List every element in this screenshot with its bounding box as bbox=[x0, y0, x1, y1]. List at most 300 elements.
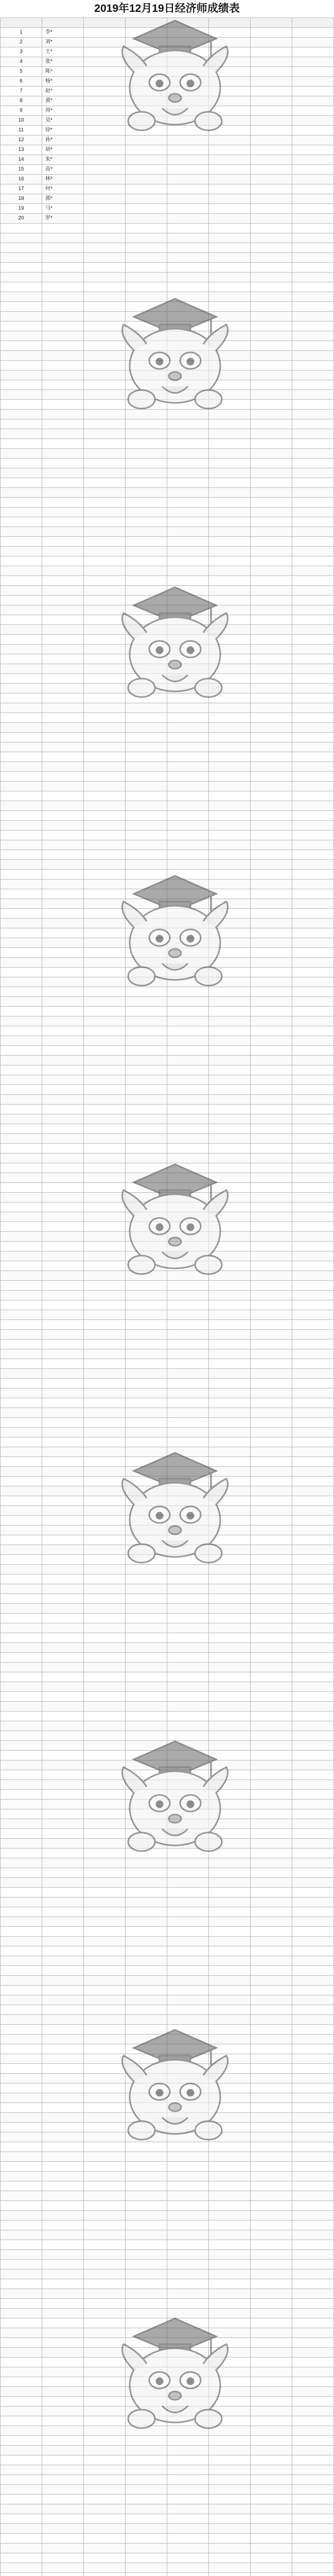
table-cell-f bbox=[292, 2240, 334, 2250]
table-cell-name bbox=[42, 1300, 84, 1310]
table-cell-d bbox=[209, 1134, 251, 1144]
table-cell-c bbox=[167, 2573, 209, 2576]
table-cell-c bbox=[167, 1457, 209, 1467]
table-cell-e bbox=[251, 2563, 292, 2573]
table-row bbox=[1, 1496, 334, 1506]
table-cell-c bbox=[167, 1447, 209, 1457]
column-header bbox=[126, 18, 167, 28]
table-cell-d bbox=[209, 2230, 251, 2240]
table-cell-f bbox=[292, 2358, 334, 2367]
table-cell-no bbox=[1, 1144, 42, 1154]
table-cell-e bbox=[251, 1222, 292, 1232]
table-cell-a bbox=[84, 654, 126, 664]
table-cell-e bbox=[251, 77, 292, 87]
table-cell-name bbox=[42, 331, 84, 341]
table-cell-a bbox=[84, 175, 126, 184]
table-cell-c bbox=[167, 1731, 209, 1741]
table-cell-f bbox=[292, 1800, 334, 1809]
table-cell-a bbox=[84, 1663, 126, 1672]
table-cell-c bbox=[167, 1134, 209, 1144]
table-cell-a bbox=[84, 1672, 126, 1682]
table-cell-b bbox=[126, 1565, 167, 1574]
table-cell-f bbox=[292, 1261, 334, 1271]
table-cell-d bbox=[209, 1193, 251, 1202]
table-cell-a bbox=[84, 2064, 126, 2074]
table-cell-d bbox=[209, 2455, 251, 2465]
table-row bbox=[1, 2172, 334, 2181]
table-cell-e bbox=[251, 527, 292, 537]
table-cell-c bbox=[167, 321, 209, 331]
table-cell-no bbox=[1, 361, 42, 370]
table-cell-d bbox=[209, 556, 251, 566]
table-cell-d bbox=[209, 772, 251, 782]
table-cell-a bbox=[84, 351, 126, 361]
table-cell-a bbox=[84, 184, 126, 194]
table-cell-a bbox=[84, 2132, 126, 2142]
table-cell-e bbox=[251, 1751, 292, 1760]
table-cell-d bbox=[209, 468, 251, 478]
table-cell-a bbox=[84, 1173, 126, 1183]
table-cell-name bbox=[42, 507, 84, 517]
table-cell-f bbox=[292, 713, 334, 723]
table-cell-b bbox=[126, 224, 167, 233]
table-row bbox=[1, 1868, 334, 1878]
table-cell-no bbox=[1, 410, 42, 419]
table-cell-d bbox=[209, 175, 251, 184]
table-cell-no bbox=[1, 2377, 42, 2387]
table-cell-d bbox=[209, 1623, 251, 1633]
table-cell-b bbox=[126, 1633, 167, 1643]
table-cell-f bbox=[292, 782, 334, 791]
table-row bbox=[1, 2309, 334, 2318]
table-row bbox=[1, 1888, 334, 1897]
table-cell-e bbox=[251, 1486, 292, 1496]
table-row bbox=[1, 1643, 334, 1653]
table-cell-d bbox=[209, 2534, 251, 2544]
table-cell-no bbox=[1, 1379, 42, 1388]
table-row bbox=[1, 1790, 334, 1800]
table-cell-d bbox=[209, 2054, 251, 2064]
table-cell-no bbox=[1, 605, 42, 615]
table-cell-f bbox=[292, 1956, 334, 1966]
table-cell-a bbox=[84, 1721, 126, 1731]
table-cell-c bbox=[167, 380, 209, 390]
table-cell-b bbox=[126, 2191, 167, 2201]
table-cell-d bbox=[209, 2309, 251, 2318]
table-row bbox=[1, 77, 334, 87]
table-cell-d bbox=[209, 38, 251, 47]
table-cell-a bbox=[84, 831, 126, 840]
table-row bbox=[1, 2289, 334, 2299]
table-cell-f bbox=[292, 1085, 334, 1095]
table-cell-no bbox=[1, 1545, 42, 1555]
table-cell-d bbox=[209, 1428, 251, 1437]
table-cell-name bbox=[42, 429, 84, 439]
table-row bbox=[1, 1408, 334, 1418]
table-cell-d bbox=[209, 821, 251, 831]
table-cell-e bbox=[251, 772, 292, 782]
table-cell-b bbox=[126, 1663, 167, 1672]
table-cell-e bbox=[251, 2387, 292, 2397]
table-cell-d bbox=[209, 2465, 251, 2475]
table-cell-name bbox=[42, 2054, 84, 2064]
table-cell-e bbox=[251, 429, 292, 439]
table-cell-no bbox=[1, 1134, 42, 1144]
table-cell-c bbox=[167, 1760, 209, 1770]
table-cell-c bbox=[167, 733, 209, 742]
table-cell-no bbox=[1, 1888, 42, 1897]
table-cell-f bbox=[292, 850, 334, 860]
table-cell-c bbox=[167, 703, 209, 713]
table-cell-no: 17 bbox=[1, 184, 42, 194]
table-row bbox=[1, 1751, 334, 1760]
table-cell-d bbox=[209, 1741, 251, 1751]
table-cell-c bbox=[167, 1535, 209, 1545]
table-cell-c bbox=[167, 1516, 209, 1526]
table-row bbox=[1, 742, 334, 752]
table-cell-c bbox=[167, 909, 209, 919]
table-cell-b bbox=[126, 1526, 167, 1535]
table-cell-b bbox=[126, 2240, 167, 2250]
table-cell-b bbox=[126, 2142, 167, 2152]
table-cell-e bbox=[251, 1095, 292, 1105]
table-cell-f bbox=[292, 1242, 334, 1251]
table-cell-e bbox=[251, 1780, 292, 1790]
table-cell-c bbox=[167, 2318, 209, 2328]
table-cell-c bbox=[167, 351, 209, 361]
table-cell-e bbox=[251, 400, 292, 410]
table-cell-name bbox=[42, 566, 84, 576]
page-title: 2019年12月19日经济师成绩表 bbox=[0, 0, 334, 18]
table-cell-no bbox=[1, 1457, 42, 1467]
table-cell-b bbox=[126, 1056, 167, 1065]
table-cell-name bbox=[42, 1956, 84, 1966]
table-cell-name bbox=[42, 2455, 84, 2465]
table-cell-a bbox=[84, 752, 126, 762]
table-cell-c bbox=[167, 1271, 209, 1281]
table-cell-a bbox=[84, 1535, 126, 1545]
table-cell-no bbox=[1, 1437, 42, 1447]
table-cell-e bbox=[251, 1711, 292, 1721]
table-cell-f bbox=[292, 106, 334, 116]
table-row bbox=[1, 2544, 334, 2553]
table-cell-b bbox=[126, 2485, 167, 2495]
table-cell-a bbox=[84, 1526, 126, 1535]
table-cell-a bbox=[84, 684, 126, 693]
table-cell-a bbox=[84, 1359, 126, 1369]
table-cell-e bbox=[251, 47, 292, 57]
table-cell-c bbox=[167, 693, 209, 703]
table-cell-no bbox=[1, 1163, 42, 1173]
table-cell-d bbox=[209, 204, 251, 214]
table-cell-no bbox=[1, 547, 42, 556]
table-cell-a bbox=[84, 2172, 126, 2181]
table-cell-d bbox=[209, 2044, 251, 2054]
table-cell-no bbox=[1, 2416, 42, 2426]
table-cell-c bbox=[167, 2495, 209, 2504]
table-cell-a bbox=[84, 2054, 126, 2064]
table-cell-c bbox=[167, 1369, 209, 1379]
table-cell-d bbox=[209, 1330, 251, 1340]
table-cell-e bbox=[251, 782, 292, 791]
table-cell-d bbox=[209, 410, 251, 419]
table-cell-b bbox=[126, 762, 167, 772]
table-cell-no bbox=[1, 703, 42, 713]
table-cell-d bbox=[209, 801, 251, 811]
table-cell-name bbox=[42, 2387, 84, 2397]
table-row bbox=[1, 194, 334, 204]
table-cell-name bbox=[42, 2035, 84, 2044]
table-cell-b bbox=[126, 1183, 167, 1193]
table-row bbox=[1, 321, 334, 331]
table-cell-a bbox=[84, 2485, 126, 2495]
table-cell-a bbox=[84, 1516, 126, 1526]
table-cell-e bbox=[251, 615, 292, 625]
table-cell-f bbox=[292, 791, 334, 801]
table-cell-c bbox=[167, 57, 209, 67]
table-cell-f bbox=[292, 2025, 334, 2035]
table-cell-f bbox=[292, 459, 334, 468]
table-cell-a bbox=[84, 341, 126, 351]
table-cell-a bbox=[84, 723, 126, 733]
table-row bbox=[1, 1359, 334, 1369]
table-cell-b bbox=[126, 977, 167, 987]
table-cell-e bbox=[251, 135, 292, 145]
table-cell-no bbox=[1, 468, 42, 478]
table-cell-e bbox=[251, 1741, 292, 1751]
table-cell-no bbox=[1, 811, 42, 821]
table-cell-d bbox=[209, 782, 251, 791]
table-cell-f bbox=[292, 1046, 334, 1056]
table-cell-f bbox=[292, 1212, 334, 1222]
table-cell-no bbox=[1, 889, 42, 899]
table-cell-b bbox=[126, 1897, 167, 1907]
table-cell-no bbox=[1, 1819, 42, 1829]
table-cell-b bbox=[126, 2162, 167, 2172]
table-row bbox=[1, 2455, 334, 2465]
table-cell-f bbox=[292, 67, 334, 77]
table-cell-no bbox=[1, 1056, 42, 1065]
table-cell-b bbox=[126, 1232, 167, 1242]
table-row bbox=[1, 566, 334, 576]
table-row bbox=[1, 1330, 334, 1340]
table-cell-d bbox=[209, 586, 251, 596]
table-cell-b bbox=[126, 126, 167, 135]
table-cell-e bbox=[251, 948, 292, 958]
table-cell-c bbox=[167, 429, 209, 439]
table-cell-c bbox=[167, 2083, 209, 2093]
table-cell-c bbox=[167, 2338, 209, 2348]
table-cell-no bbox=[1, 615, 42, 625]
table-cell-f bbox=[292, 2377, 334, 2387]
table-cell-no bbox=[1, 1330, 42, 1340]
table-cell-e bbox=[251, 1878, 292, 1888]
table-cell-b bbox=[126, 664, 167, 674]
table-cell-a bbox=[84, 1584, 126, 1594]
table-cell-c bbox=[167, 449, 209, 459]
table-cell-name bbox=[42, 1330, 84, 1340]
table-cell-c bbox=[167, 958, 209, 968]
table-cell-no bbox=[1, 2044, 42, 2054]
table-cell-b bbox=[126, 870, 167, 879]
table-cell-c bbox=[167, 419, 209, 429]
table-cell-b bbox=[126, 155, 167, 165]
table-cell-name bbox=[42, 1574, 84, 1584]
table-cell-d bbox=[209, 605, 251, 615]
table-cell-e bbox=[251, 38, 292, 47]
table-cell-c bbox=[167, 654, 209, 664]
table-cell-e bbox=[251, 1065, 292, 1075]
table-row bbox=[1, 1711, 334, 1721]
table-cell-d bbox=[209, 135, 251, 145]
table-cell-f bbox=[292, 1340, 334, 1349]
table-cell-e bbox=[251, 1016, 292, 1026]
table-cell-a bbox=[84, 135, 126, 145]
table-cell-d bbox=[209, 1604, 251, 1614]
table-cell-e bbox=[251, 2005, 292, 2015]
table-cell-c bbox=[167, 2269, 209, 2279]
table-cell-a bbox=[84, 1976, 126, 1986]
table-cell-d bbox=[209, 2495, 251, 2504]
table-cell-d bbox=[209, 1858, 251, 1868]
table-cell-c bbox=[167, 1300, 209, 1310]
table-cell-f bbox=[292, 1917, 334, 1927]
table-cell-e bbox=[251, 1388, 292, 1398]
table-cell-name bbox=[42, 1858, 84, 1868]
table-cell-name bbox=[42, 1310, 84, 1320]
table-cell-e bbox=[251, 2348, 292, 2358]
table-cell-f bbox=[292, 380, 334, 390]
table-cell-c bbox=[167, 1242, 209, 1251]
table-cell-d bbox=[209, 1506, 251, 1516]
table-cell-b bbox=[126, 2074, 167, 2083]
table-row bbox=[1, 1516, 334, 1526]
table-cell-d bbox=[209, 1878, 251, 1888]
table-cell-e bbox=[251, 1437, 292, 1447]
table-cell-a bbox=[84, 703, 126, 713]
table-cell-no bbox=[1, 733, 42, 742]
table-row bbox=[1, 1477, 334, 1486]
table-row bbox=[1, 831, 334, 840]
table-cell-b bbox=[126, 1095, 167, 1105]
table-row bbox=[1, 1056, 334, 1065]
table-cell-b bbox=[126, 517, 167, 527]
table-cell-f bbox=[292, 811, 334, 821]
table-cell-d bbox=[209, 273, 251, 282]
table-cell-a bbox=[84, 1731, 126, 1741]
table-cell-d bbox=[209, 321, 251, 331]
table-cell-no bbox=[1, 586, 42, 596]
table-cell-no bbox=[1, 1809, 42, 1819]
table-cell-name bbox=[42, 2015, 84, 2025]
table-cell-b bbox=[126, 1212, 167, 1222]
table-cell-c bbox=[167, 1261, 209, 1271]
table-row bbox=[1, 1741, 334, 1751]
table-cell-a bbox=[84, 419, 126, 429]
table-cell-b bbox=[126, 1065, 167, 1075]
table-cell-d bbox=[209, 635, 251, 645]
table-cell-e bbox=[251, 1026, 292, 1036]
table-cell-d bbox=[209, 1946, 251, 1956]
table-row bbox=[1, 2201, 334, 2211]
table-cell-f bbox=[292, 1839, 334, 1849]
table-cell-name bbox=[42, 1731, 84, 1741]
table-cell-name bbox=[42, 1016, 84, 1026]
column-header bbox=[1, 18, 42, 28]
table-cell-c bbox=[167, 1692, 209, 1702]
table-cell-f bbox=[292, 1809, 334, 1819]
table-row bbox=[1, 1095, 334, 1105]
table-cell-name bbox=[42, 224, 84, 233]
table-cell-name bbox=[42, 2406, 84, 2416]
table-cell-f bbox=[292, 2573, 334, 2576]
table-cell-c bbox=[167, 1388, 209, 1398]
table-cell-f bbox=[292, 1986, 334, 1995]
table-row bbox=[1, 2015, 334, 2025]
table-cell-no bbox=[1, 2465, 42, 2475]
table-cell-c bbox=[167, 1124, 209, 1134]
table-cell-a bbox=[84, 28, 126, 38]
table-cell-no bbox=[1, 1663, 42, 1672]
table-cell-f bbox=[292, 1506, 334, 1516]
table-row bbox=[1, 1134, 334, 1144]
table-cell-d bbox=[209, 2083, 251, 2093]
table-cell-f bbox=[292, 2093, 334, 2103]
table-cell-f bbox=[292, 2054, 334, 2064]
table-cell-e bbox=[251, 2279, 292, 2289]
table-cell-name bbox=[42, 938, 84, 948]
table-cell-d bbox=[209, 1105, 251, 1114]
table-cell-no bbox=[1, 1359, 42, 1369]
table-row bbox=[1, 2553, 334, 2563]
table-cell-f bbox=[292, 566, 334, 576]
table-cell-no bbox=[1, 233, 42, 243]
table-cell-no bbox=[1, 449, 42, 459]
table-cell-f bbox=[292, 654, 334, 664]
table-cell-b bbox=[126, 2446, 167, 2455]
table-row bbox=[1, 1281, 334, 1291]
table-cell-e bbox=[251, 1379, 292, 1388]
table-cell-c bbox=[167, 1477, 209, 1486]
table-cell-name bbox=[42, 2318, 84, 2328]
table-cell-e bbox=[251, 2455, 292, 2465]
table-cell-d bbox=[209, 2573, 251, 2576]
table-cell-no bbox=[1, 2318, 42, 2328]
table-cell-a bbox=[84, 233, 126, 243]
table-row bbox=[1, 67, 334, 77]
table-cell-c bbox=[167, 556, 209, 566]
table-cell-d bbox=[209, 664, 251, 674]
table-cell-name bbox=[42, 1408, 84, 1418]
table-cell-a bbox=[84, 1085, 126, 1095]
table-cell-name bbox=[42, 2172, 84, 2181]
table-row bbox=[1, 703, 334, 713]
table-cell-b bbox=[126, 2377, 167, 2387]
table-cell-f bbox=[292, 2152, 334, 2162]
table-cell-a bbox=[84, 596, 126, 605]
table-cell-e bbox=[251, 958, 292, 968]
table-cell-f bbox=[292, 1849, 334, 1858]
table-cell-d bbox=[209, 2005, 251, 2015]
table-cell-name bbox=[42, 1046, 84, 1056]
table-cell-no bbox=[1, 801, 42, 811]
table-cell-name bbox=[42, 1349, 84, 1359]
table-cell-e bbox=[251, 2318, 292, 2328]
table-cell-e bbox=[251, 1927, 292, 1937]
table-cell-e bbox=[251, 106, 292, 116]
table-cell-e bbox=[251, 1555, 292, 1565]
table-row bbox=[1, 850, 334, 860]
